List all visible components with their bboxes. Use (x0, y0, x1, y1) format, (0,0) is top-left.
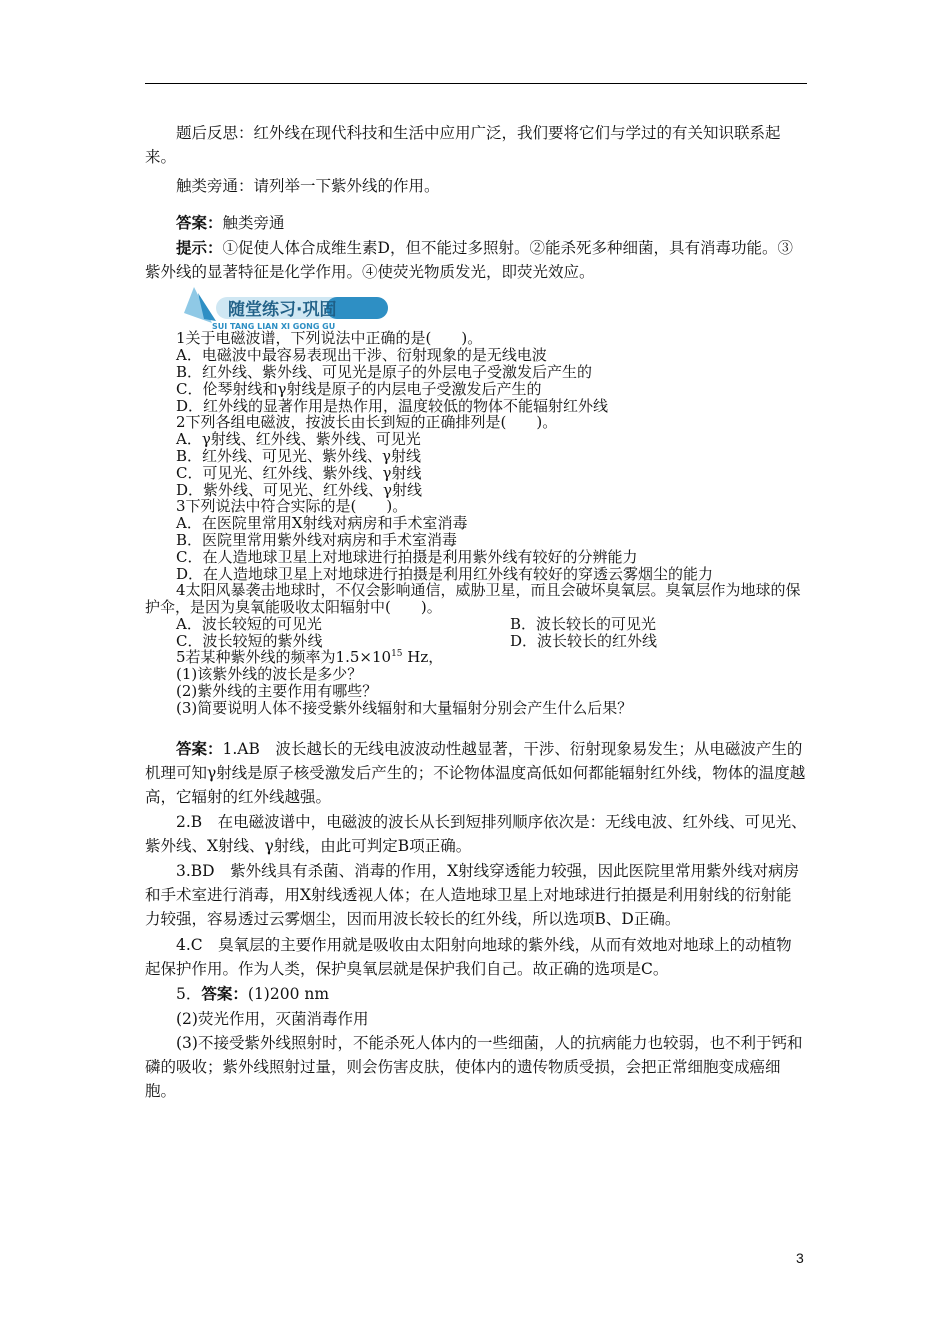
q1-option-d: D．红外线的显著作用是热作用，温度较低的物体不能辐射红外线 (176, 397, 609, 415)
hint-paragraph (145, 236, 807, 284)
q4-option-b: B．波长较长的可见光 (510, 615, 657, 633)
q5-unit: Hz， (402, 648, 444, 666)
q5-exponent: 15 (391, 649, 403, 659)
hint-label: 提示： (176, 238, 223, 257)
q5-part-2: (2)紫外线的主要作用有哪些？ (176, 682, 378, 700)
answer-1 (145, 737, 807, 809)
page-number: 3 (796, 1250, 804, 1266)
q3-option-d: D．在人造地球卫星上对地球进行拍摄是利用红外线有较好的穿透云雾烟尘的能力 (176, 565, 714, 583)
answer-5-number: 5． (176, 985, 202, 1003)
reflection-paragraph: 题后反思：红外线在现代科技和生活中应用广泛，我们要将它们与学过的有关知识联系起来。 (145, 124, 781, 166)
answer-3: 3.BD 紫外线具有杀菌、消毒的作用，X射线穿透能力较强，因此医院里常用紫外线对病房和手术室进行消毒，用X射线透视人体；在人造地球卫星上对地球进行拍摄是利用射线的衍射能力较强，容易透过云雾烟尘，因而用波长较长的红外线，所以选项B、D正确。 (145, 862, 800, 928)
answer-5-part-3: (3)不接受紫外线照射时，不能杀死人体内的一些细菌，人的抗病能力也较弱，也不利于钙和磷的吸收；紫外线照射过量，则会伤害皮肤，使体内的遗传物质受损，会把正常细胞变成癌细胞。 (145, 1034, 803, 1100)
q1-option-a: A．电磁波中最容易表现出干涉、衍射现象的是无线电波 (176, 346, 547, 364)
answer-4: 4.C 臭氧层的主要作用就是吸收由太阳射向地球的紫外线，从而有效地对地球上的动植物起保护作用。作为人类，保护臭氧层就是保护我们自己。故正确的选项是C。 (145, 936, 792, 978)
answers-label: 答案： (176, 739, 223, 758)
answer-2: 2.B 在电磁波谱中，电磁波的波长从长到短排列顺序依次是：无线电波、红外线、可见光、紫外线、X射线、γ射线，由此可判定B项正确。 (145, 813, 807, 855)
answer-5 (145, 982, 807, 1006)
q1-stem: 1关于电磁波谱，下列说法中正确的是( )。 (176, 329, 483, 347)
hint-text: ①促使人体合成维生素D，但不能过多照射。②能杀死多种细菌，具有消毒功能。③紫外线的显著特征是化学作用。④使荧光物质发光，即荧光效应。 (145, 239, 793, 281)
q3-stem: 3下列说法中符合实际的是( )。 (176, 497, 408, 515)
q2-option-d: D．紫外线、可见光、红外线、γ射线 (176, 481, 422, 499)
extend-question: 触类旁通：请列举一下紫外线的作用。 (176, 177, 440, 195)
q5-part-3: (3)简要说明人体不接受紫外线辐射和大量辐射分别会产生什么后果？ (176, 699, 633, 717)
q5-stem-text: 5若某种紫外线的频率为1.5×10 (176, 648, 392, 666)
banner-graphic (176, 283, 396, 331)
q2-option-b: B．红外线、可见光、紫外线、γ射线 (176, 447, 421, 465)
q4-stem: 4太阳风暴袭击地球时，不仅会影响通信，威胁卫星，而且会破坏臭氧层。臭氧层作为地球的保护伞，是因为臭氧能吸收太阳辐射中( )。 (145, 581, 801, 616)
q4-option-a: A．波长较短的可见光 (176, 615, 322, 633)
answer-5-label: 答案： (201, 984, 248, 1003)
q3-option-c: C．在人造地球卫星上对地球进行拍摄是利用紫外线有较好的分辨能力 (176, 548, 638, 566)
q5-part-1: (1)该紫外线的波长是多少？ (176, 665, 363, 683)
section-banner (176, 283, 396, 331)
q3-option-b: B．医院里常用紫外线对病房和手术室消毒 (176, 531, 458, 549)
q4-option-d: D．波长较长的红外线 (510, 632, 658, 650)
q5-stem (176, 649, 816, 666)
banner-title: 随堂练习·巩固 (228, 300, 337, 320)
answer-text: 触类旁通 (222, 214, 285, 232)
q2-stem: 2下列各组电磁波，按波长由长到短的正确排列是( )。 (176, 413, 558, 431)
answer-1-text: 1.AB 波长越长的无线电波波动性越显著，干涉、衍射现象易发生；从电磁波产生的机理可知γ射线是原子核受激发后产生的；不论物体温度高低如何都能辐射红外线，物体的温度越高，它辐射的红外线越强。 (145, 740, 806, 806)
answer-label: 答案： (176, 213, 223, 232)
banner-pinyin: SUI TANG LIAN XI GONG GU (212, 322, 336, 331)
q3-option-a: A．在医院里常用X射线对病房和手术室消毒 (176, 514, 468, 532)
answer-5-part-2: (2)荧光作用，灭菌消毒作用 (176, 1010, 369, 1028)
header-rule (145, 83, 807, 84)
q2-option-a: A．γ射线、红外线、紫外线、可见光 (176, 430, 421, 448)
q4-option-c: C．波长较短的紫外线 (176, 632, 323, 650)
answer-line (145, 211, 807, 235)
q1-option-b: B．红外线、紫外线、可见光是原子的外层电子受激发后产生的 (176, 363, 593, 381)
q1-option-c: C．伦琴射线和γ射线是原子的内层电子受激发后产生的 (176, 380, 542, 398)
answer-5-part-1: (1)200 nm (247, 985, 330, 1003)
q2-option-c: C．可见光、红外线、紫外线、γ射线 (176, 464, 422, 482)
